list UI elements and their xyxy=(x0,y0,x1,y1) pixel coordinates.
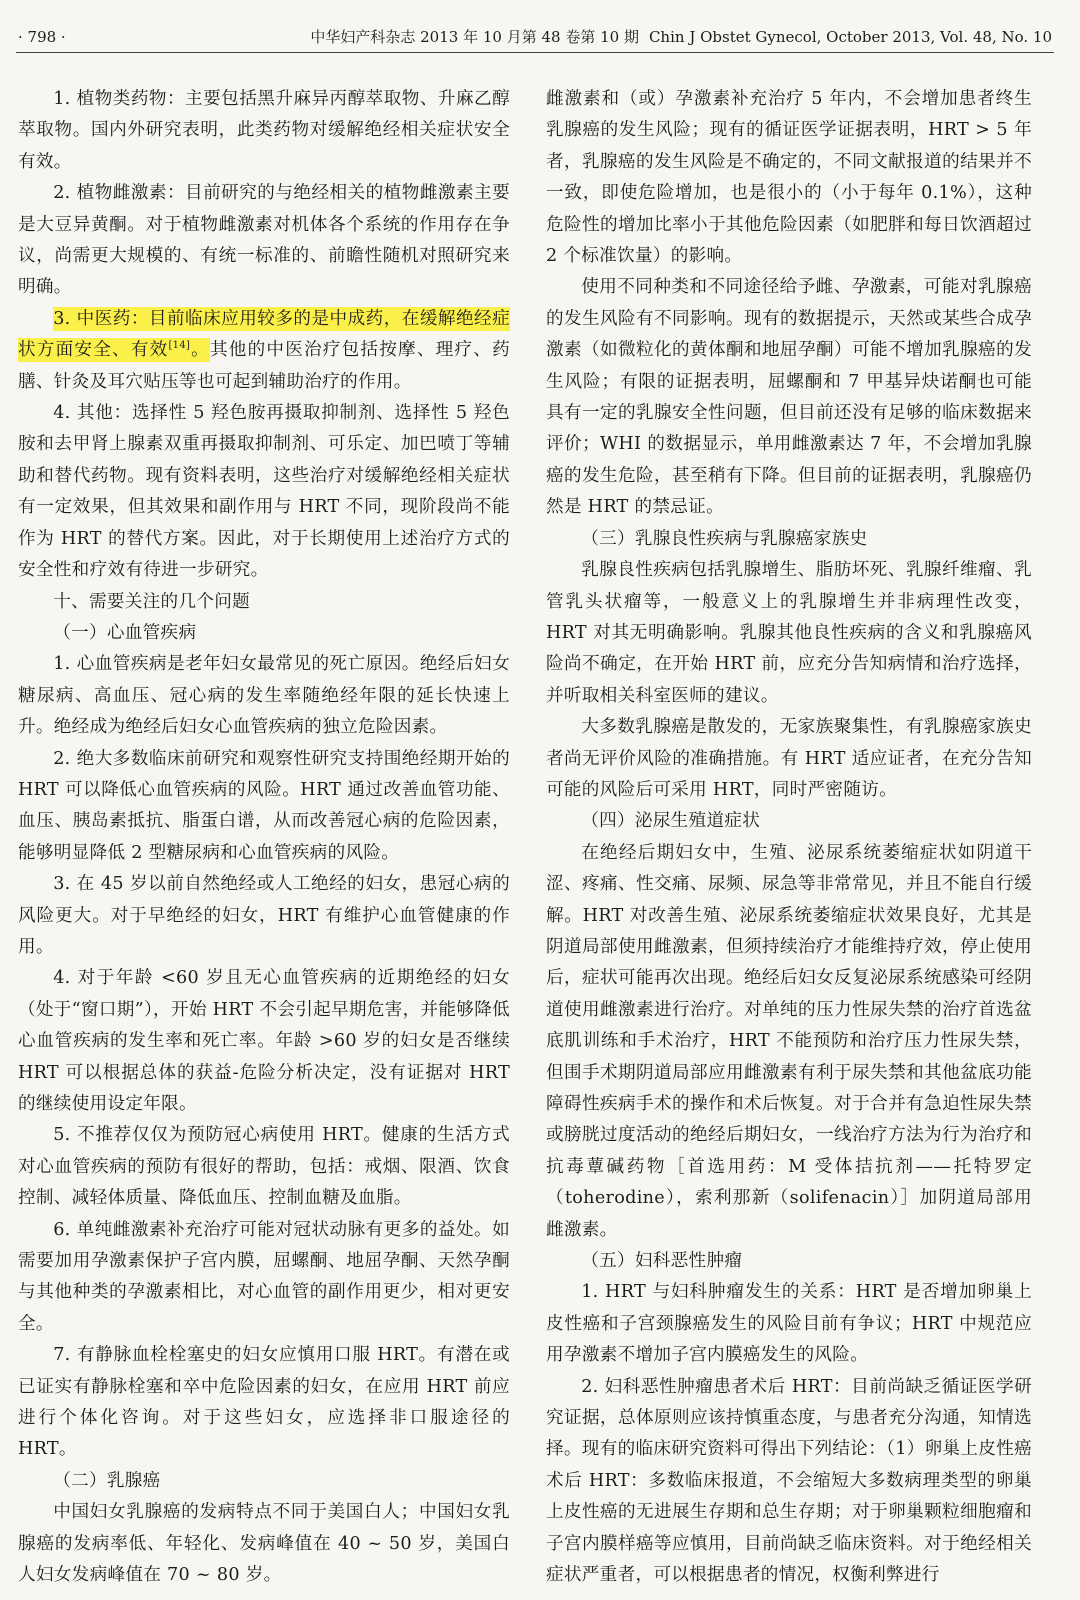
paragraph-text: 大多数乳腺癌是散发的，无家族聚集性，有乳腺癌家族史者尚无评价风险的准确措施。有 HRT 适应证者，在充分告知可能的风险后可采用 HRT，同时严密随访。 xyxy=(546,717,1032,800)
paragraph-text: 4. 对于年龄 <60 岁且无心血管疾病的近期绝经的妇女（处于“窗口期”），开始 HRT 不会引起早期危害，并能够降低心血管疾病的发生率和死亡率。年龄 >60 岁的妇女是否继续 HRT 可以根据总体的获益-危险分析决定，没有证据对 HRT 的继续使用设定年限。 xyxy=(18,968,510,1114)
paragraph-text: （四）泌尿生殖道症状 xyxy=(581,811,761,832)
paragraph-text: 十、需要关注的几个问题 xyxy=(53,591,251,612)
paragraph xyxy=(18,744,510,870)
paragraph xyxy=(18,84,510,178)
paragraph-text: （二）乳腺癌 xyxy=(53,1470,161,1491)
page-number: · 798 · xyxy=(18,28,66,46)
paragraph-text: 1. HRT 与妇科肿瘤发生的关系：HRT 是否增加卵巢上皮性癌和子宫颈腺癌发生的风险目前有争议；HRT 中规范应用孕激素不增加子宫内膜癌发生的风险。 xyxy=(546,1282,1032,1366)
journal-citation-cn: 中华妇产科杂志 2013 年 10 月第 48 卷第 10 期 xyxy=(310,28,639,46)
paragraph xyxy=(546,1372,1032,1592)
paragraph xyxy=(546,1246,1032,1277)
paragraph-text: 2. 妇科恶性肿瘤患者术后 HRT：目前尚缺乏循证医学研究证据，总体原则应该持慎重态度，与患者充分沟通，知情选择。现有的临床研究资料可得出下列结论：（1）卵巢上皮性癌术后 HRT：多数临床报道，不会缩短大多数病理类型的卵巢上皮性癌的无进展生存期和总生存期；对于卵巢颗粒细胞瘤和子宫内膜样癌等应慎用，目前尚缺乏临床资料。对于绝经相关症状严重者，可以根据患者的情况，权衡利弊进行 xyxy=(546,1376,1032,1586)
paragraph xyxy=(18,587,510,618)
journal-citation xyxy=(310,24,1052,50)
left-column xyxy=(18,84,510,1594)
paragraph-text: 5. 不推荐仅仅为预防冠心病使用 HRT。健康的生活方式对心血管疾病的预防有很好的帮助，包括：戒烟、限酒、饮食控制、减轻体质量、降低血压、控制血糖及血脂。 xyxy=(18,1125,510,1209)
highlight-end: 。 xyxy=(190,340,210,361)
paragraph-text: 2. 绝大多数临床前研究和观察性研究支持围绝经期开始的 HRT 可以降低心血管疾病的风险。HRT 通过改善血管功能、血压、胰岛素抵抗、脂蛋白谱，从而改善冠心病的危险因素，能够明显降低 2 型糖尿病和心血管疾病的风险。 xyxy=(18,748,510,863)
paragraph-text: 1. 心血管疾病是老年妇女最常见的死亡原因。绝经后妇女糖尿病、高血压、冠心病的发生率随绝经年限的延长快速上升。绝经成为绝经后妇女心血管疾病的独立危险因素。 xyxy=(18,654,510,738)
paragraph-text: （一）心血管疾病 xyxy=(53,622,197,643)
paragraph xyxy=(546,524,1032,555)
paragraph xyxy=(18,398,510,586)
paragraph xyxy=(546,806,1032,837)
citation-reference: [14] xyxy=(168,340,191,352)
paragraph xyxy=(546,272,1032,523)
paragraph-text: 其他的中医治疗包括按摩、理疗、药膳、针灸及耳穴贴压等也可起到辅助治疗的作用。 xyxy=(18,340,510,392)
paragraph-text: 3. 在 45 岁以前自然绝经或人工绝经的妇女，患冠心病的风险更大。对于早绝经的妇女，HRT 有维护心血管健康的作用。 xyxy=(18,874,510,957)
highlight-main: 3. 中医药：目前临床应用较多的是中成药，在缓解绝经症状方面安全、有效 xyxy=(18,308,510,361)
paragraph xyxy=(18,963,510,1120)
paragraph xyxy=(18,869,510,963)
paragraph xyxy=(546,1277,1032,1371)
paragraph xyxy=(546,712,1032,806)
paragraph xyxy=(18,178,510,304)
paragraph-text: 4. 其他：选择性 5 羟色胺再摄取抑制剂、选择性 5 羟色胺和去甲肾上腺素双重再摄取抑制剂、可乐定、加巴喷丁等辅助和替代药物。现有资料表明，这些治疗对缓解绝经相关症状有一定效果，但其效果和副作用与 HRT 不同，现阶段尚不能作为 HRT 的替代方案。因此，对于长期使用上述治疗方式的安全性和疗效有待进一步研究。 xyxy=(18,403,510,581)
paragraph-text: 使用不同种类和不同途径给予雌、孕激素，可能对乳腺癌的发生风险有不同影响。现有的数据提示，天然或某些合成孕激素（如微粒化的黄体酮和地屈孕酮）可能不增加乳腺癌的发生风险；有限的证据表明，屈螺酮和 7 甲基异炔诺酮也可能具有一定的乳腺安全性问题，但目前还没有足够的临床数据来评价；WHI 的数据显示，单用雌激素达 7 年，不会增加乳腺癌的发生危险，甚至稍有下降。但目前的证据表明，乳腺癌仍然是 HRT 的禁忌证。 xyxy=(546,277,1032,518)
paragraph xyxy=(18,1215,510,1341)
paragraph xyxy=(18,1497,510,1591)
paragraph xyxy=(18,304,510,398)
journal-citation-en: Chin J Obstet Gynecol, October 2013, Vol. 48, No. 10 xyxy=(648,28,1052,46)
paragraph-text: （五）妇科恶性肿瘤 xyxy=(581,1251,743,1272)
paragraph-text: 2. 植物雌激素：目前研究的与绝经相关的植物雌激素主要是大豆异黄酮。对于植物雌激素对机体各个系统的作用存在争议，尚需更大规模的、有统一标准的、前瞻性随机对照研究来明确。 xyxy=(18,183,510,298)
paragraph-text: （三）乳腺良性疾病与乳腺癌家族史 xyxy=(581,528,868,549)
paragraph xyxy=(546,838,1032,1246)
paragraph-text: 6. 单纯雌激素补充治疗可能对冠状动脉有更多的益处。如需要加用孕激素保护子宫内膜，屈螺酮、地屈孕酮、天然孕酮与其他种类的孕激素相比，对心血管的副作用更少，相对更安全。 xyxy=(18,1219,510,1334)
paragraph xyxy=(546,555,1032,712)
paragraph-text: 1. 植物类药物：主要包括黑升麻异丙醇萃取物、升麻乙醇萃取物。国内外研究表明，此类药物对缓解绝经相关症状安全有效。 xyxy=(18,89,510,172)
paragraph xyxy=(18,1120,510,1214)
paragraph xyxy=(18,1466,510,1497)
paragraph-text: 7. 有静脉血栓栓塞史的妇女应慎用口服 HRT。有潜在或已证实有静脉栓塞和卒中危险因素的妇女，在应用 HRT 前应进行个体化咨询。对于这些妇女，应选择非口服途径的 HRT。 xyxy=(18,1345,510,1460)
paragraph xyxy=(546,84,1032,272)
paragraph-text: 在绝经后期妇女中，生殖、泌尿系统萎缩症状如阴道干涩、疼痛、性交痛、尿频、尿急等非常常见，并且不能自行缓解。HRT 对改善生殖、泌尿系统萎缩症状效果良好，尤其是阴道局部使用雌激素，但须持续治疗才能维持疗效，停止使用后，症状可能再次出现。绝经后妇女反复泌尿系统感染可经阴道使用雌激素进行治疗。对单纯的压力性尿失禁的治疗首选盆底肌训练和手术治疗，HRT 不能预防和治疗压力性尿失禁，但围手术期阴道局部应用雌激素有利于尿失禁和其他盆底功能障碍性疾病手术的操作和术后恢复。对于合并有急迫性尿失禁或膀胱过度活动的绝经后期妇女，一线治疗方法为行为治疗和抗毒蕈碱药物［首选用药：M 受体拮抗剂——托特罗定（toherodine），索利那新（solifenacin）］加阴道局部用雌激素。 xyxy=(546,842,1032,1240)
running-header xyxy=(18,24,1052,50)
paragraph xyxy=(18,618,510,649)
paragraph-text: 乳腺良性疾病包括乳腺增生、脂肪坏死、乳腺纤维瘤、乳管乳头状瘤等，一般意义上的乳腺增生并非病理性改变，HRT 对其无明确影响。乳腺其他良性疾病的含义和乳腺癌风险尚不确定，在开始 HRT 前，应充分告知病情和治疗选择，并听取相关科室医师的建议。 xyxy=(546,560,1032,706)
right-column xyxy=(546,84,1032,1594)
paragraph xyxy=(18,1340,510,1466)
paragraph xyxy=(18,649,510,743)
paragraph-text: 雌激素和（或）孕激素补充治疗 5 年内，不会增加患者终生乳腺癌的发生风险；现有的循证医学证据表明，HRT > 5 年者，乳腺癌的发生风险是不确定的，不同文献报道的结果并不一致，即使危险增加，也是很小的（小于每年 0.1%），这种危险性的增加比率小于其他危险因素（如肥胖和每日饮酒超过 2 个标准饮量）的影响。 xyxy=(546,89,1032,267)
header-rule xyxy=(16,52,1054,53)
paragraph-text: 中国妇女乳腺癌的发病特点不同于美国白人；中国妇女乳腺癌的发病率低、年轻化、发病峰值在 40 ~ 50 岁，美国白人妇女发病峰值在 70 ~ 80 岁。 xyxy=(18,1502,510,1586)
